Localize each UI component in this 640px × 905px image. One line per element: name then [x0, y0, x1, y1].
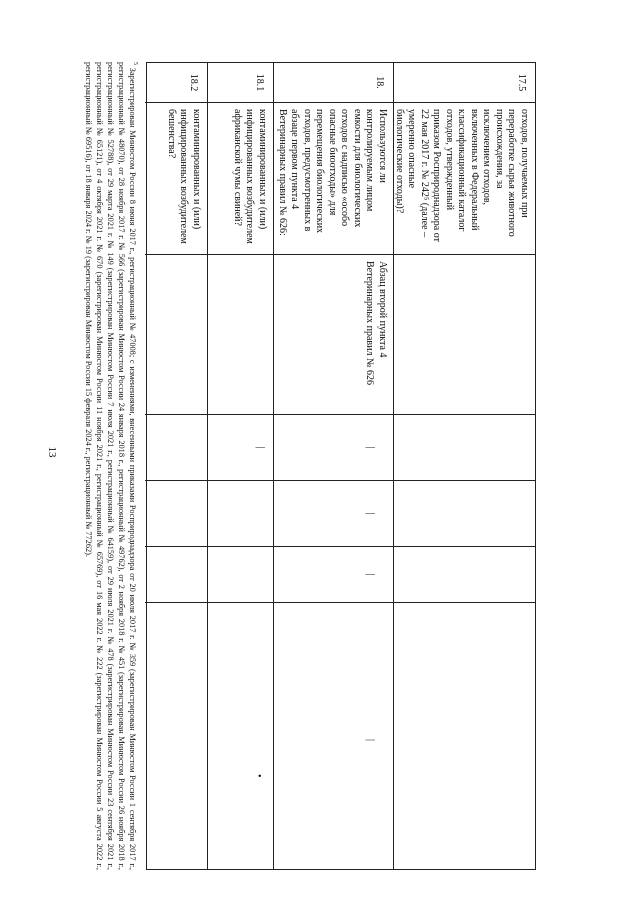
dash-mark: |	[365, 446, 376, 449]
footnote-marker: 5	[132, 62, 138, 65]
dash-mark: |	[365, 512, 376, 515]
question-text: контаминированных и (или) инфицированных возбудителем бешенства?	[145, 103, 207, 255]
row-number: 17.5	[394, 63, 535, 103]
dash-mark: |	[365, 573, 376, 576]
note	[208, 603, 273, 871]
row-number: 18.2	[145, 63, 207, 103]
question-text: контаминированных и (или) инфицированных возбудителем африканской чумы свиней?	[208, 103, 273, 255]
answer-yes	[394, 415, 535, 481]
checklist-table	[146, 62, 536, 870]
answer-yes	[274, 415, 393, 481]
note	[394, 603, 535, 871]
answer-yes	[208, 415, 273, 481]
row-number: 18.1	[208, 63, 273, 103]
answer-not-applicable	[208, 547, 273, 603]
answer-not-applicable	[394, 547, 535, 603]
table-row	[393, 63, 535, 869]
table-row	[207, 63, 273, 869]
answer-not-applicable	[145, 547, 207, 603]
note	[145, 603, 207, 871]
legal-reference	[145, 255, 207, 415]
dash-mark: |	[255, 446, 266, 449]
legal-reference	[394, 255, 535, 415]
answer-no	[145, 481, 207, 547]
page-number: 13	[46, 446, 58, 458]
question-text: отходов, получаемых при переработке сырья животного происхождения, за исключением отходов, включенных в Федеральный классификационный каталог отходов, утвержденный приказом Росприроднадзора от 22 мая 2017 г. № 242⁵ (далее – умеренно опасные биологические отходы)?	[394, 103, 535, 255]
legal-reference: Абзац второй пункта 4 Ветеринарных правил № 626	[274, 255, 393, 415]
answer-yes	[145, 415, 207, 481]
answer-no	[394, 481, 535, 547]
row-number: 18.	[274, 63, 393, 103]
question-text: Используются ли контролируемым лицом емкости для биологических отходов с надписью «особо опасные биоотходы» для перемещения биологических отходов, предусмотренных в абзаце первом пункта 4 Ветеринарных правил № 626:	[274, 103, 393, 255]
table-row	[273, 63, 393, 869]
footnote-text: Зарегистрирован Минюстом России 8 июня 2017 г., регистрационный № 47008; с изменениями, внесенными приказами Росприроднадзора от 20 июля 2017 г. № 359 (зарегистрирован Минюстом России 1 сентября 2017 г., регистрационный № 48070), от 28 ноября 2017 г. № 566 (зарегистрирован Минюстом России 24 января 2018 г., регистрационный № 49762), от 2 ноября 2018 г. № 451 (зарегистрирован Минюстом России 26 ноября 2018 г., регистрационный № 52788), от 29 марта 2021 г. № 149 (зарегистрирован Минюстом России 7 июля 2021 г., регистрационный № 64159), от 29 июля 2021 г. № 478 (зарегистрирован Минюстом России 23 сентября 2021 г., регистрационный № 65121), от 4 октября 2021 г. № 670 (зарегистрирован Минюстом России 11 ноября 2021 г., регистрационный № 65769), от 16 мая 2022 г. № 222 (зарегистрирован Минюстом России 5 августа 2022 г., регистрационный № 69516), от 18 января 2024 г. № 19 (зарегистрирован Минюстом России 15 февраля 2024 г., регистрационный № 77262).	[84, 62, 138, 871]
answer-no	[208, 481, 273, 547]
table-row	[145, 63, 207, 869]
footnote	[83, 62, 140, 870]
note	[274, 603, 393, 871]
answer-no	[274, 481, 393, 547]
dot-mark: •	[253, 774, 264, 778]
answer-not-applicable	[274, 547, 393, 603]
legal-reference	[208, 255, 273, 415]
dash-mark: |	[365, 739, 376, 742]
